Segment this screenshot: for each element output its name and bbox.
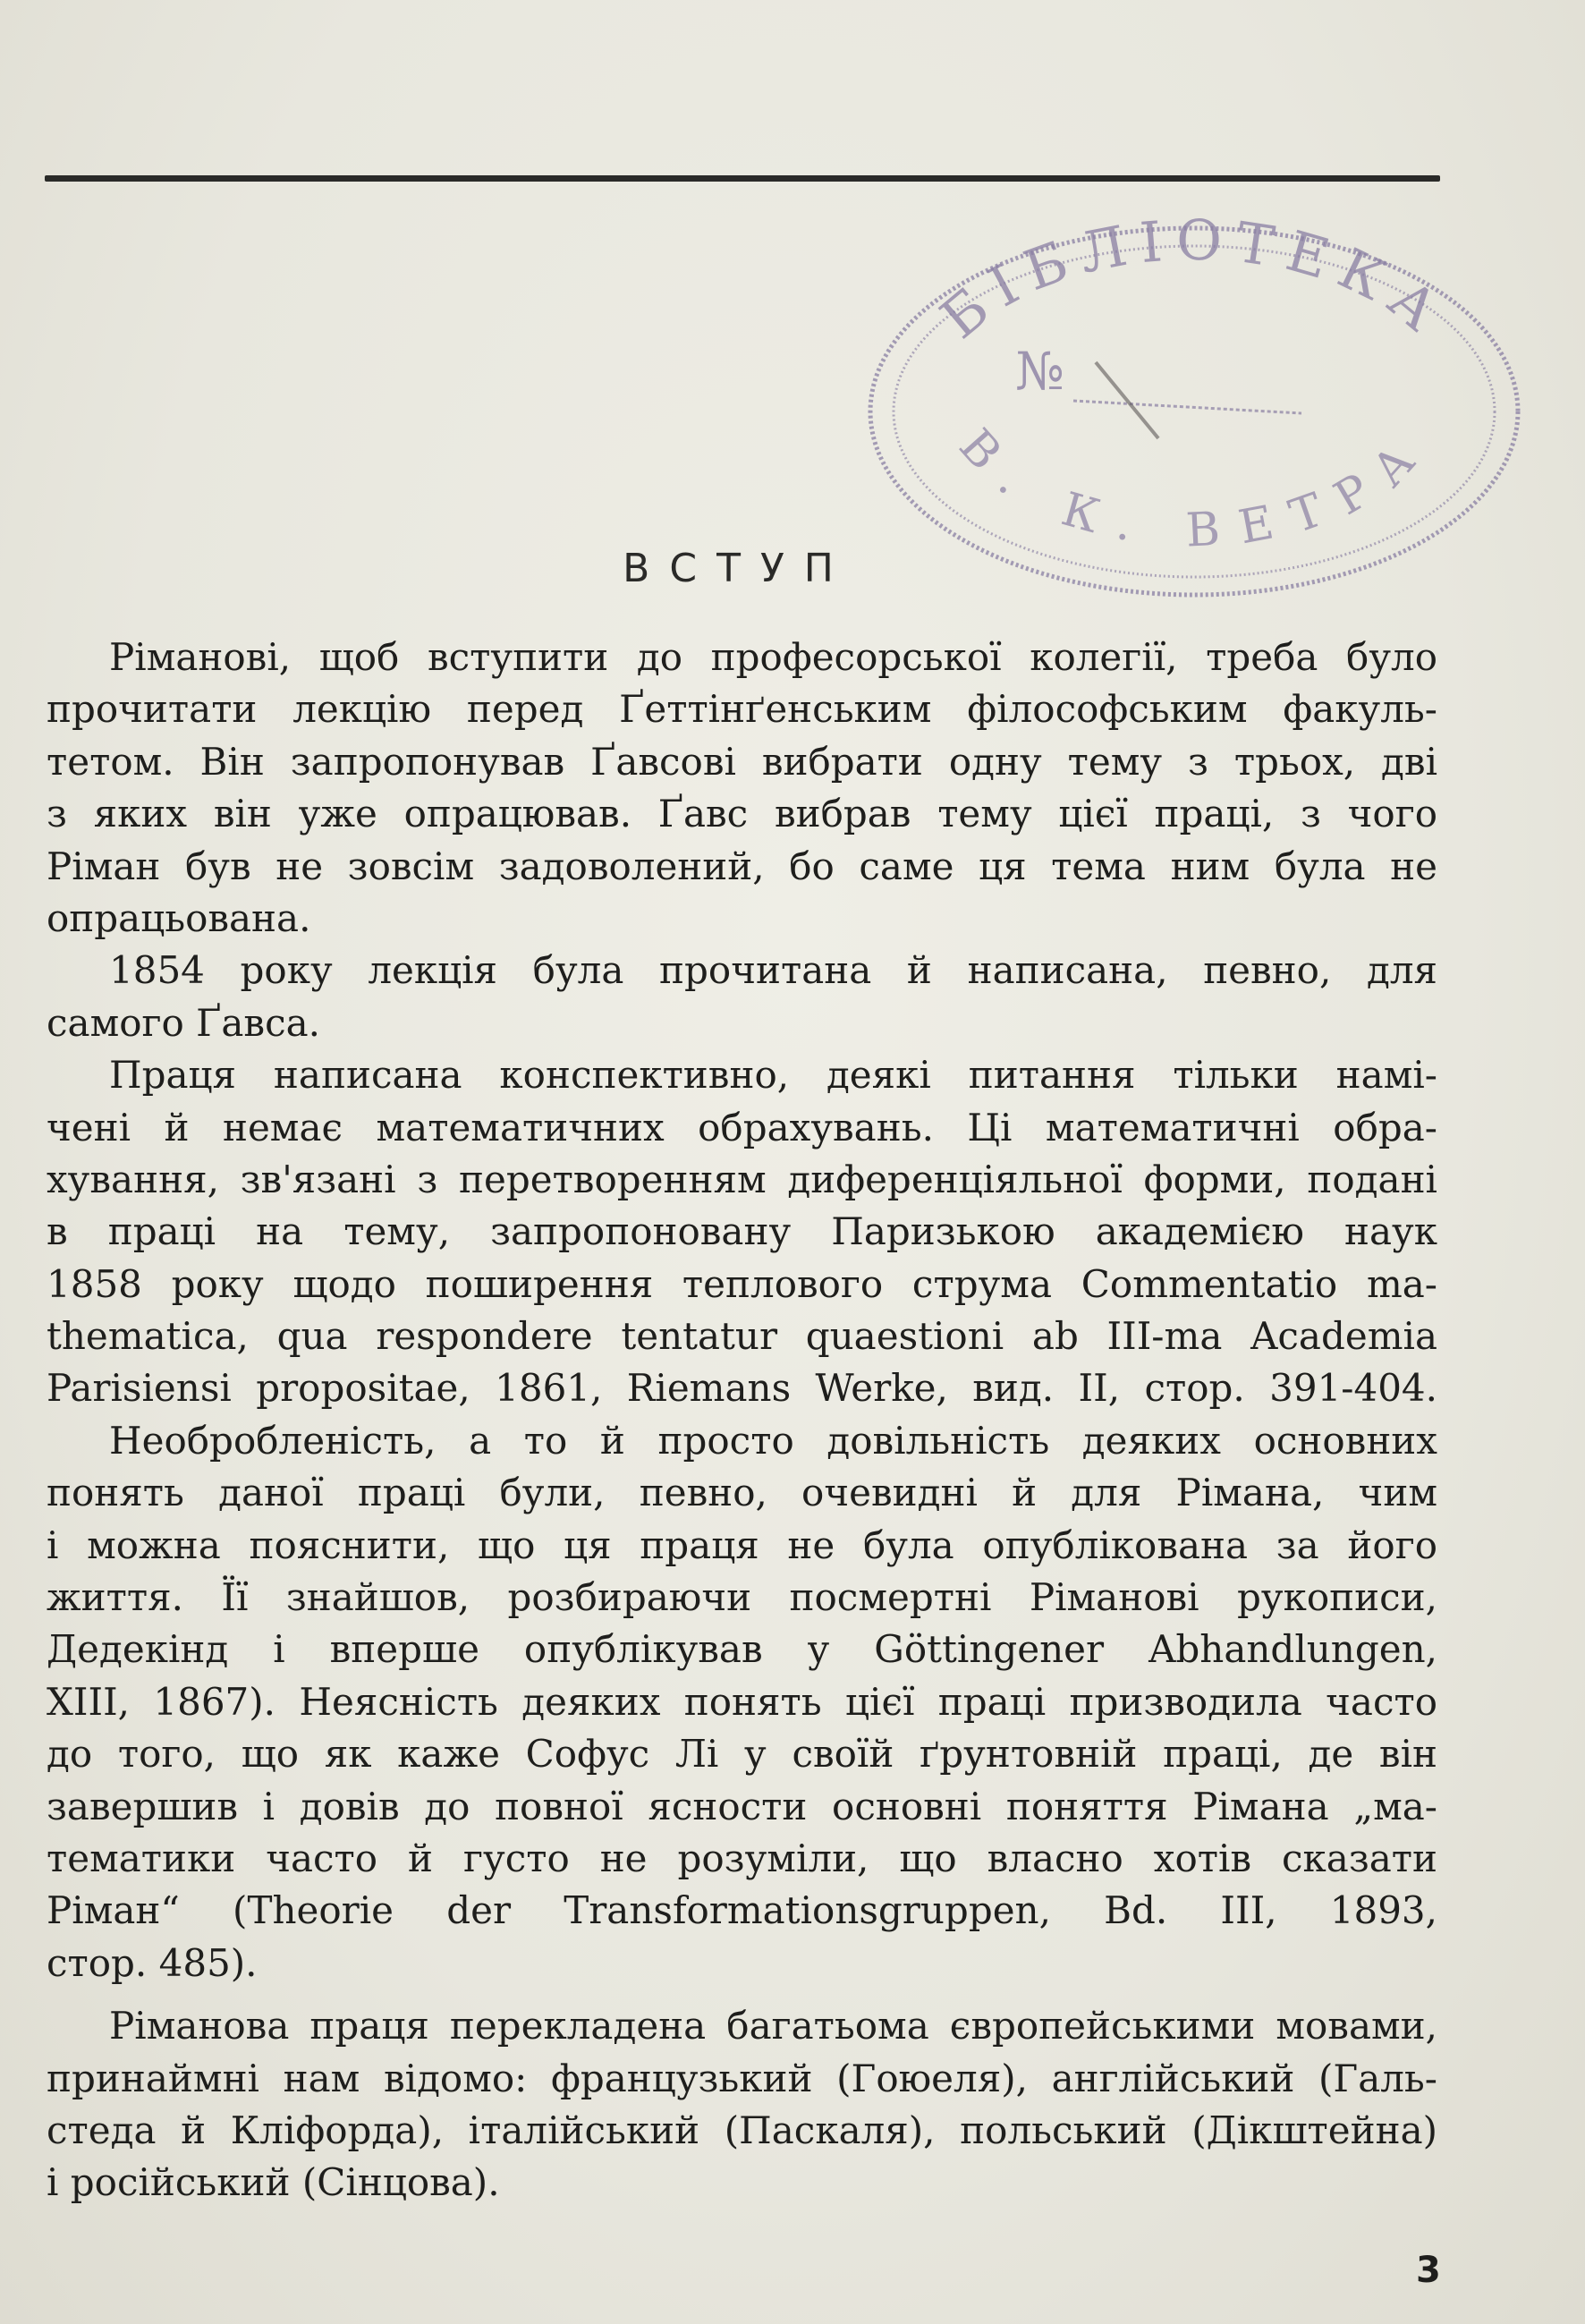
paragraph-3 — [47, 1049, 1437, 1415]
text-line: в праці на тему, запропоновану Паризькою академією наук — [47, 1209, 1437, 1254]
body-text — [47, 632, 1437, 2209]
page-heading: ВСТУП — [623, 546, 853, 591]
text-line: з яких він уже опрацював. Ґавс вибрав тему цієї праці, з чого — [47, 792, 1437, 836]
text-line: до того, що як каже Софус Лі у своїй ґрунтовній праці, де він — [47, 1732, 1437, 1777]
text-line: завершив і довів до повної ясности основні поняття Рімана „ма- — [47, 1784, 1437, 1828]
text-line: тетом. Він запропонував Ґавсові вибрати одну тему з трьох, дві — [47, 739, 1437, 784]
page-number: 3 — [1416, 2250, 1441, 2291]
text-line: XIII, 1867). Неясність деяких понять цієї праці призводила часто — [47, 1679, 1437, 1724]
text-line: Рімановi, щоб вступити до професорської колегії, треба було — [109, 635, 1437, 679]
text-line: стеда й Кліфорда), італійський (Паскаля), польський (Дікштейна) — [47, 2108, 1437, 2152]
text-line: Ріман був не зовсім задоволений, бо саме ця тема ним була не — [47, 844, 1437, 888]
top-rule — [45, 175, 1440, 182]
text-line: стор. 485). — [47, 1940, 258, 1985]
svg-text:В. К. ВЕТРА — [948, 420, 1439, 558]
stamp-top-text: БІБЛІОТЕКА — [928, 207, 1461, 352]
paragraph-1 — [47, 632, 1437, 945]
text-line: Дедекінд і вперше опублікував у Göttingener Abhandlungen, — [47, 1627, 1437, 1672]
text-line: життя. Її знайшов, розбираючи посмертні Рімановi рукописи, — [47, 1575, 1437, 1620]
text-line: Parisiensi propositae, 1861, Riemans Werke, вид. II, стор. 391-404. — [47, 1366, 1437, 1411]
paragraph-5 — [47, 2000, 1437, 2209]
text-line: хування, зв'язані з перетворенням диференціяльної форми, подані — [47, 1157, 1437, 1201]
text-line: 1854 року лекція була прочитана й написана, певно, для — [109, 948, 1437, 993]
text-line: принаймні нам відомо: французький (Гоюеля), англійський (Галь- — [47, 2056, 1437, 2100]
text-line: і можна пояснити, що ця праця не була опублікована за його — [47, 1522, 1437, 1567]
text-line: опрацьована. — [47, 895, 311, 940]
text-line: Праця написана конспективно, деякі питання тільки намі- — [109, 1053, 1437, 1098]
text-line: Ріман“ (Theorie der Transformationsgruppen, Bd. III, 1893, — [47, 1888, 1437, 1933]
text-line: і російський (Сінцова). — [47, 2160, 500, 2205]
text-line: тематики часто й густо не розуміли, що власно хотів сказати — [47, 1836, 1437, 1880]
text-line: чені й немає математичних обрахувань. Ці математичні обра- — [47, 1105, 1437, 1149]
text-line: 1858 року щодо поширення теплового струма Commentatio ma- — [47, 1261, 1437, 1306]
svg-text:БІБЛІОТЕКА — [928, 207, 1460, 351]
stamp-bottom-text: В. К. ВЕТРА — [948, 419, 1440, 558]
text-line: thematica, qua respondere tentatur quaestioni ab III-ma Academia — [47, 1314, 1437, 1359]
text-line: прочитати лекцію перед Ґеттінґенським філософським факуль- — [47, 687, 1437, 732]
text-line: самого Ґавса. — [47, 1000, 320, 1045]
text-line: Ріманова праця перекладена багатьома європейськими мовами, — [109, 2004, 1437, 2048]
paragraph-4 — [47, 1415, 1437, 1989]
paragraph-2 — [47, 945, 1437, 1049]
text-line: понять даної праці були, певно, очевидні й для Рімана, чим — [47, 1471, 1437, 1515]
stamp-number-label: № — [1015, 341, 1064, 402]
text-line: Необробленість, а то й просто довільність деяких основних — [109, 1418, 1437, 1463]
